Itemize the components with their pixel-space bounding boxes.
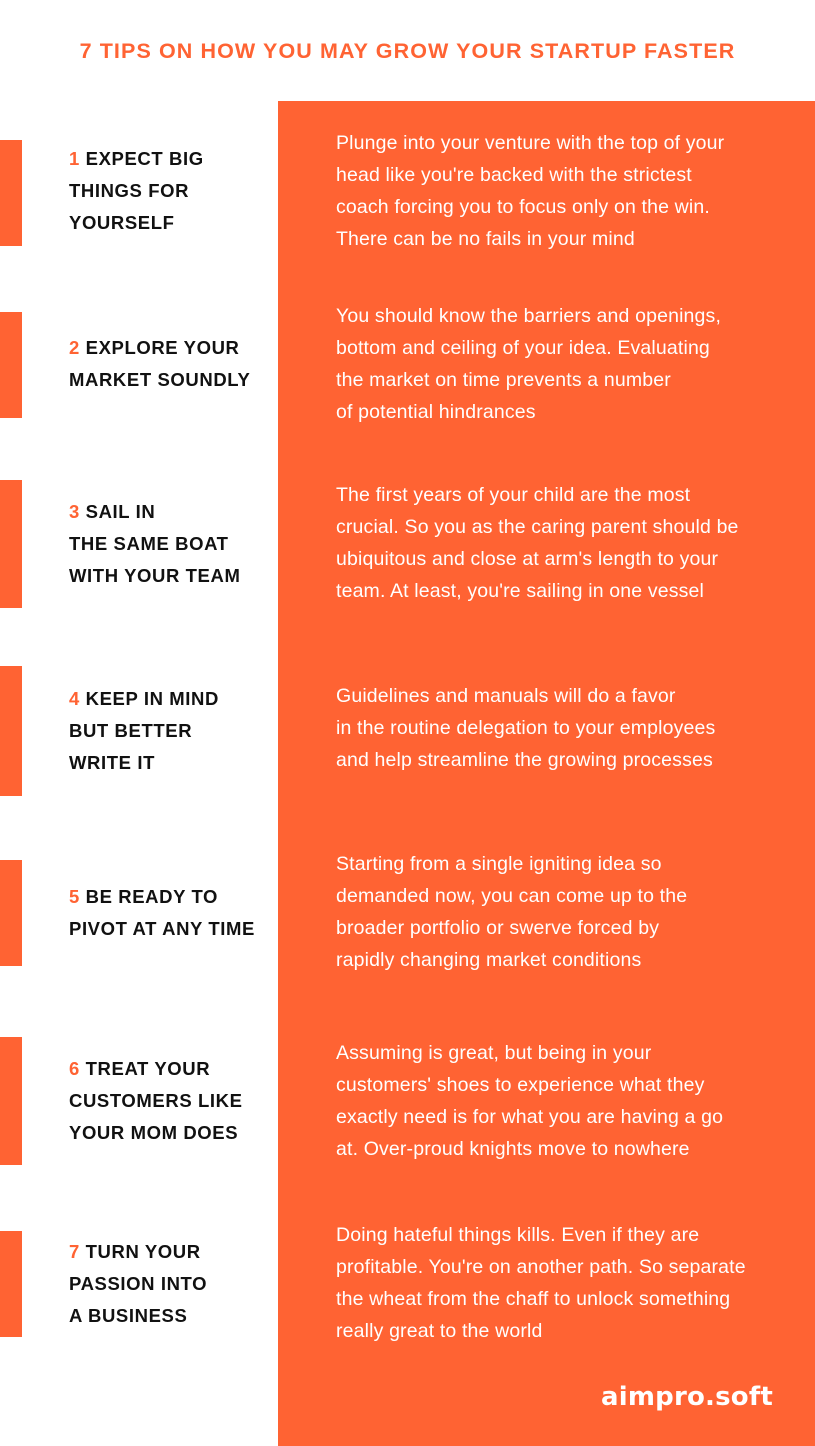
tip-title-line: TREAT YOUR [85,1058,211,1079]
tip-title-line: WRITE IT [69,752,155,773]
brand-logo: aimpro.soft [601,1382,773,1412]
tip-accent-bar [0,860,22,966]
tip-description-line: ubiquitous and close at arm's length to your [336,548,719,570]
tip-accent-bar [0,480,22,608]
tip-description-line: customers' shoes to experience what they [336,1074,705,1096]
tip-description-line: The first years of your child are the most [336,484,691,506]
tip-accent-bar [0,312,22,418]
tip-number: 5 [69,886,80,907]
page-title: 7 TIPS ON HOW YOU MAY GROW YOUR STARTUP FASTER [79,39,736,63]
tip-title-line: PIVOT AT ANY TIME [69,918,255,939]
tip-title-line: BUT BETTER [69,720,193,741]
tip-number: 7 [69,1241,80,1262]
tip-title-line: PASSION INTO [69,1273,208,1294]
tip-description [336,127,806,255]
tip-title [69,332,274,396]
tip-description-line: exactly need is for what you are having a go [336,1106,724,1128]
tip-title-line: TURN YOUR [85,1241,201,1262]
tip-description-line: Starting from a single igniting idea so [336,853,662,875]
tip-description-line: rapidly changing market conditions [336,949,642,971]
tip-number: 6 [69,1058,80,1079]
tip-title [69,143,274,239]
tip-description [336,1037,806,1165]
tip-description-line: You should know the barriers and openings, [336,305,722,327]
tip-description-line: of potential hindrances [336,401,536,423]
tip-title-line: KEEP IN MIND [85,688,219,709]
tip-description [336,479,806,607]
tip-title-line: BE READY TO [85,886,219,907]
tip-description-line: in the routine delegation to your employees [336,717,716,739]
tip-description-line: crucial. So you as the caring parent should be [336,516,739,538]
tip-description-line: head like you're backed with the strictest [336,164,692,186]
tip-title-line: YOUR MOM DOES [69,1122,239,1143]
tip-accent-bar [0,140,22,246]
tip-description-line: broader portfolio or swerve forced by [336,917,660,939]
tip-title [69,496,274,592]
tip-description-line: demanded now, you can come up to the [336,885,688,907]
tip-description-line: bottom and ceiling of your idea. Evaluating [336,337,710,359]
tip-description-line: coach forcing you to focus only on the win. [336,196,710,218]
tip-description-line: the wheat from the chaff to unlock something [336,1288,731,1310]
tip-description-line: Guidelines and manuals will do a favor [336,685,676,707]
tip-title-line: MARKET SOUNDLY [69,369,251,390]
tip-description-line: Doing hateful things kills. Even if they are [336,1224,700,1246]
tip-title-line: SAIL IN [85,501,156,522]
tip-title-line: THINGS FOR [69,180,190,201]
tip-title-line: THE SAME BOAT [69,533,229,554]
tip-description-line: profitable. You're on another path. So separate [336,1256,746,1278]
tip-number: 2 [69,337,80,358]
tip-title-line: YOURSELF [69,212,175,233]
tip-description-line: There can be no fails in your mind [336,228,635,250]
tip-description-line: the market on time prevents a number [336,369,671,391]
tip-description [336,300,806,428]
tip-accent-bar [0,1037,22,1165]
tip-title [69,1053,274,1149]
tip-description-line: team. At least, you're sailing in one vessel [336,580,705,602]
tip-description-line: really great to the world [336,1320,543,1342]
tip-accent-bar [0,666,22,796]
tip-title [69,683,274,779]
tip-title-line: EXPECT BIG [85,148,204,169]
tip-title-line: EXPLORE YOUR [85,337,240,358]
tip-title-line: WITH YOUR TEAM [69,565,241,586]
tip-title-line: CUSTOMERS LIKE [69,1090,243,1111]
tip-title-line: A BUSINESS [69,1305,188,1326]
tip-description-line: Plunge into your venture with the top of your [336,132,725,154]
tip-description [336,1219,806,1347]
tip-number: 1 [69,148,80,169]
tip-description-line: Assuming is great, but being in your [336,1042,652,1064]
tip-description-line: and help streamline the growing processes [336,749,713,771]
tip-description [336,848,806,976]
tip-number: 4 [69,688,80,709]
tip-title [69,1236,274,1332]
tip-description-line: at. Over-proud knights move to nowhere [336,1138,690,1160]
tip-title [69,881,274,945]
tip-number: 3 [69,501,80,522]
tip-description [336,680,806,776]
tip-accent-bar [0,1231,22,1337]
